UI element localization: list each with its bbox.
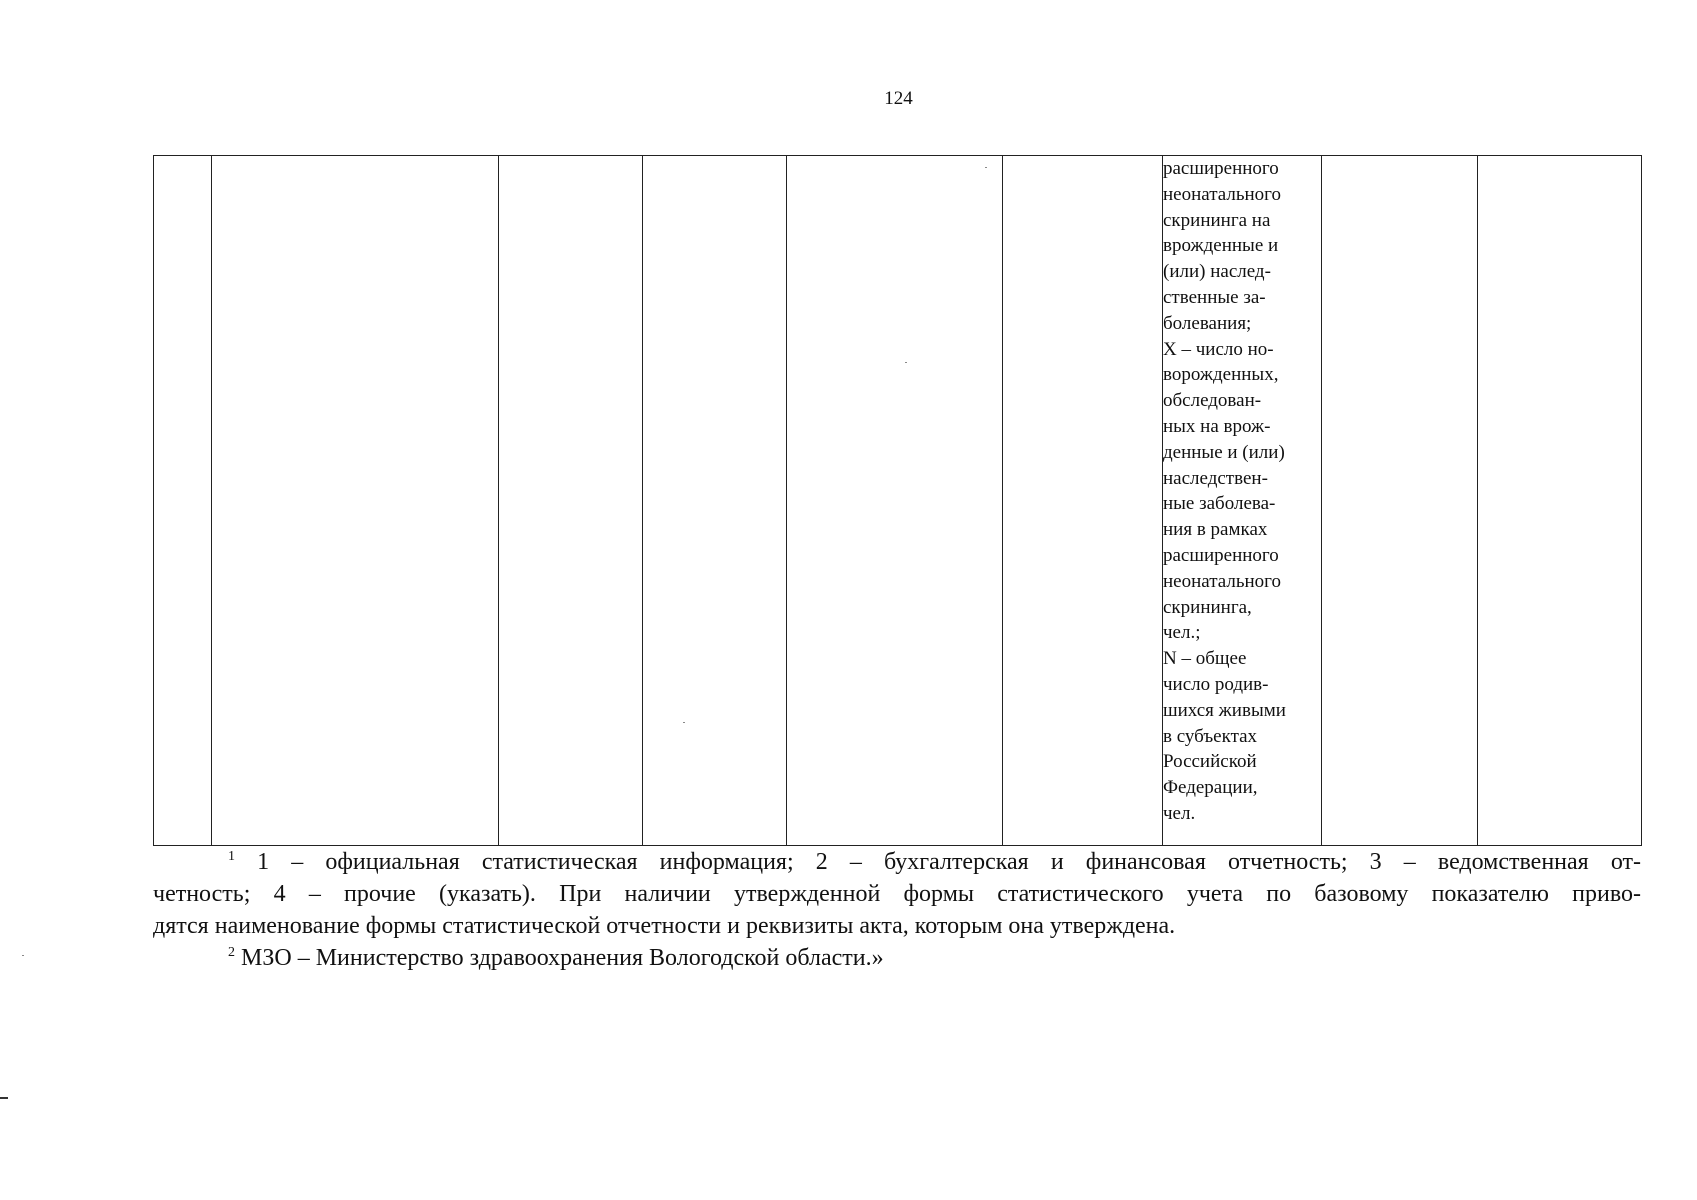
table-cell-responsible (1478, 156, 1642, 846)
table-cell-formula-explanation (1163, 156, 1322, 846)
table-cell-definition (787, 156, 1003, 846)
table-cell-unit (499, 156, 643, 846)
cell-text-line: скрининга, (1163, 596, 1252, 618)
cell-text-line: расширенного (1163, 158, 1279, 179)
cell-text-line: ния в рамках (1163, 519, 1268, 541)
cell-text-line: ные заболева- (1163, 493, 1276, 515)
cell-text-line: ворожденных, (1163, 364, 1279, 386)
cell-text-line: Федерации, (1163, 777, 1258, 799)
table-cell-number (154, 156, 212, 846)
cell-text-line: наследствен- (1163, 467, 1268, 489)
indicator-table (153, 155, 1642, 846)
cell-text-line: денные и (или) (1163, 441, 1285, 463)
footnotes (153, 846, 1641, 974)
table-cell-indicator-name (212, 156, 499, 846)
footnote-1 (153, 846, 1641, 942)
margin-scan-mark (0, 1097, 8, 1099)
indicator-table-continuation (153, 155, 1641, 846)
cell-text-line: неонатального (1163, 570, 1281, 592)
table-cell-algorithm (1003, 156, 1163, 846)
cell-text-line: врожденные и (1163, 235, 1279, 257)
cell-text-line: расширенного (1163, 544, 1279, 566)
cell-text-line: ных на врож- (1163, 415, 1271, 437)
footnote-1-line: четность; 4 – прочие (указать). При наличии утвержденной формы статистического учета по базовому показателю приво- (153, 881, 1641, 907)
table-row (154, 156, 1642, 846)
footnote-1-marker: 1 (228, 849, 235, 864)
table-cell-period (643, 156, 787, 846)
scan-speck (905, 362, 907, 363)
cell-text-line: ственные за- (1163, 286, 1266, 308)
cell-text-line: число родив- (1163, 673, 1269, 695)
table-cell-source (1322, 156, 1478, 846)
footnote-2-text: МЗО – Министерство здравоохранения Вологодской области.» (241, 945, 884, 971)
cell-text-line: чел. (1163, 802, 1196, 824)
cell-text-line: (или) наслед- (1163, 261, 1271, 283)
cell-text-line: Российской (1163, 751, 1257, 773)
cell-text-line: обследован- (1163, 390, 1262, 412)
footnote-1-line (153, 846, 1641, 878)
scan-speck (22, 955, 24, 956)
cell-text-line: N – общее (1163, 648, 1247, 670)
footnote-1-line: дятся наименование формы статистической отчетности и реквизиты акта, которым она утверждена. (153, 913, 1176, 939)
scan-speck (683, 722, 685, 723)
footnote-2-marker: 2 (228, 945, 235, 960)
cell-text-line: чел.; (1163, 622, 1201, 644)
scan-speck (985, 167, 987, 168)
footnote-1-line-text: 1 – официальная статистическая информация; 2 – бухгалтерская и финансовая отчетность; 3 – ведомственная от- (257, 849, 1641, 875)
page-number: 124 (884, 88, 913, 109)
cell-text-line: неонатального (1163, 183, 1281, 205)
cell-text-line: в субъектах (1163, 725, 1258, 747)
cell-text-line: болевания; (1163, 312, 1252, 334)
cell-text-line: X – число но- (1163, 338, 1274, 360)
footnote-2 (153, 942, 1641, 974)
cell-text-line: шихся живыми (1163, 699, 1286, 721)
cell-text-line: скрининга на (1163, 209, 1271, 231)
